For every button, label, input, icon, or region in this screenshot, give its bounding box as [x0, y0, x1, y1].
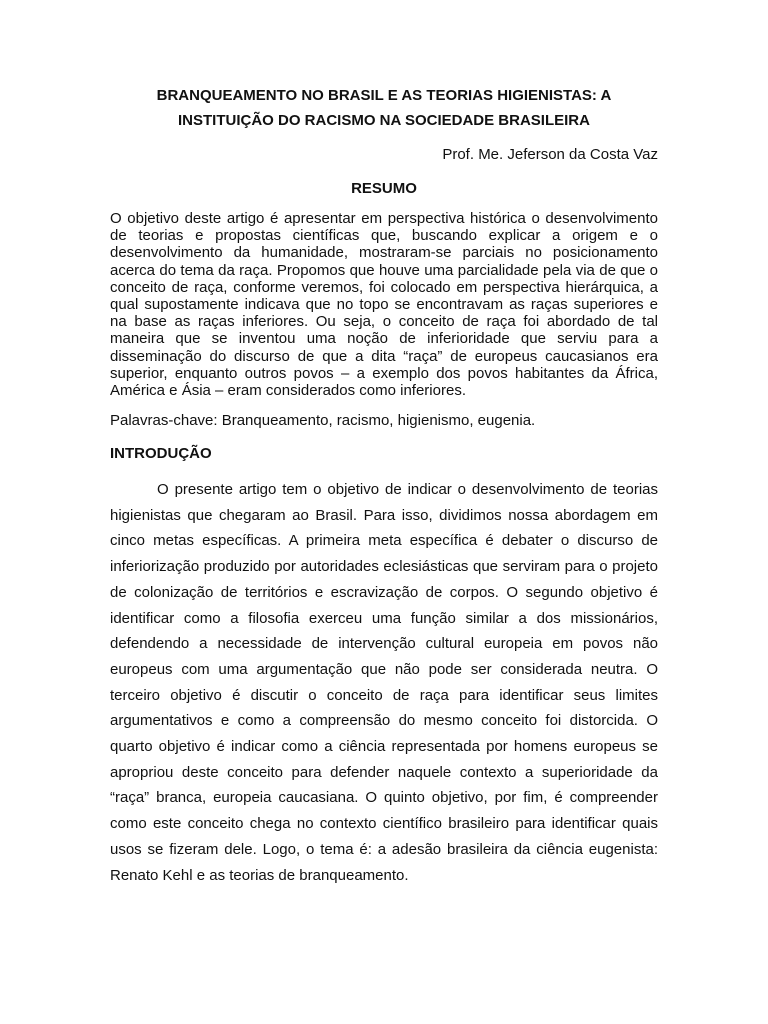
author-line: Prof. Me. Jeferson da Costa Vaz: [442, 146, 658, 163]
document-title: BRANQUEAMENTO NO BRASIL E AS TEORIAS HIGIENISTAS: A INSTITUIÇÃO DO RACISMO NA SOCIEDADE BRASILEIRA: [156, 87, 612, 129]
keywords-line: Palavras-chave: Branqueamento, racismo, higienismo, eugenia.: [110, 412, 536, 429]
abstract-paragraph: O objetivo deste artigo é apresentar em perspectiva histórica o desenvolvimento de teorias e propostas científicas que, buscando explicar a origem e o desenvolvimento da humanidade, mostraram-se parciais no posicionamento acerca do tema da raça. Propomos que houve uma parcialidade pela via de que o conceito de raça, conforme veremos, foi colocado em perspectiva hierárquica, a qual supostamente indicava que no topo se encontravam as raças superiores e na base as raças inferiores. Ou seja, o conceito de raça foi abordado de tal maneira que se inventou uma noção de inferioridade que serviu para a disseminação do discurso de que a dita “raça” de europeus caucasianos era superior, enquanto outros povos – a exemplo dos povos habitantes da África, América e Ásia – eram considerados como inferiores.: [110, 210, 658, 400]
abstract-heading: RESUMO: [351, 180, 417, 197]
introduction-heading: INTRODUÇÃO: [110, 445, 212, 462]
introduction-paragraph: O presente artigo tem o objetivo de indicar o desenvolvimento de teorias higienistas que chegaram ao Brasil. Para isso, dividimos nossa abordagem em cinco metas específicas. A primeira meta específica é debater o discurso de inferiorização produzido por autoridades eclesiásticas que serviram para o projeto de colonização de territórios e escravização de corpos. O segundo objetivo é identificar como a filosofia exerceu uma função similar a dos missionários, defendendo a necessidade de intervenção cultural europeia em povos não europeus com uma argumentação que não pode ser considerada neutra. O terceiro objetivo é discutir o conceito de raça para identificar seus limites argumentativos e como a compreensão do mesmo conceito foi distorcida. O quarto objetivo é indicar como a ciência representada por homens europeus se apropriou deste conceito para defender naquele contexto a superioridade da “raça” branca, europeia caucasiana. O quinto objetivo, por fim, é compreender como este conceito chega no contexto científico brasileiro para identificar quais usos se fizeram dele. Logo, o tema é: a adesão brasileira da ciência eugenista: Renato Kehl e as teorias de branqueamento.: [110, 481, 658, 884]
